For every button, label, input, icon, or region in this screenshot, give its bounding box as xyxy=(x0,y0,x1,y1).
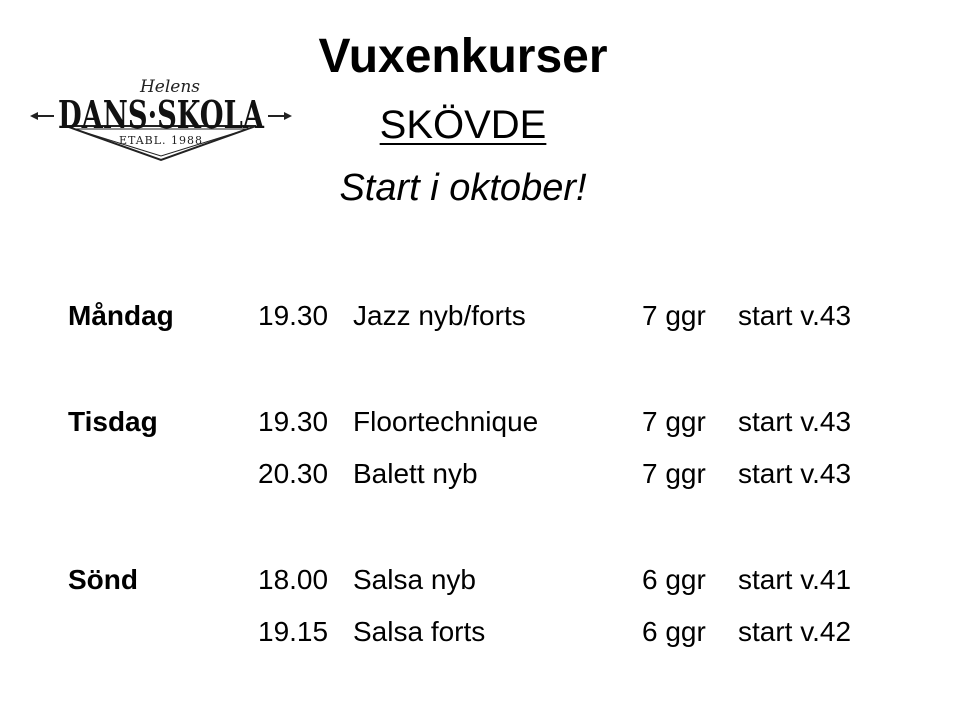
schedule-row xyxy=(68,290,928,342)
course-time: 19.15 xyxy=(258,616,329,647)
session-count: 7 ggr xyxy=(642,300,706,331)
course-name: Salsa nyb xyxy=(353,564,476,595)
course-name: Jazz nyb/forts xyxy=(353,300,526,331)
course-time: 19.30 xyxy=(258,300,329,331)
day-label: Sönd xyxy=(68,564,138,595)
course-name: Floortechnique xyxy=(353,406,539,437)
schedule-row xyxy=(68,448,928,500)
day-label: Tisdag xyxy=(68,406,158,437)
start-week: start v.43 xyxy=(738,458,852,489)
schedule-row xyxy=(68,606,928,658)
logo-established: ETABL. 1988 xyxy=(118,134,204,147)
course-schedule xyxy=(68,290,928,658)
page-title: Vuxenkurser xyxy=(318,30,608,83)
session-count: 7 ggr xyxy=(642,458,706,489)
city-heading: SKÖVDE xyxy=(379,103,547,147)
course-name: Salsa forts xyxy=(353,616,486,647)
schedule-row xyxy=(68,396,928,448)
logo-top-word: Helens xyxy=(139,77,201,97)
start-week: start v.41 xyxy=(738,564,852,595)
logo-main-text: DANS·SKOLA xyxy=(58,92,265,137)
schedule-row xyxy=(68,554,928,606)
session-count: 7 ggr xyxy=(642,406,706,437)
start-week: start v.43 xyxy=(738,406,852,437)
start-week: start v.43 xyxy=(738,300,852,331)
course-time: 20.30 xyxy=(258,458,329,489)
day-label: Måndag xyxy=(68,300,174,331)
session-count: 6 ggr xyxy=(642,564,706,595)
course-time: 18.00 xyxy=(258,564,329,595)
session-count: 6 ggr xyxy=(642,616,706,647)
course-time: 19.30 xyxy=(258,406,329,437)
start-note: Start i oktober! xyxy=(339,167,587,209)
start-week: start v.42 xyxy=(738,616,852,647)
course-name: Balett nyb xyxy=(353,458,478,489)
